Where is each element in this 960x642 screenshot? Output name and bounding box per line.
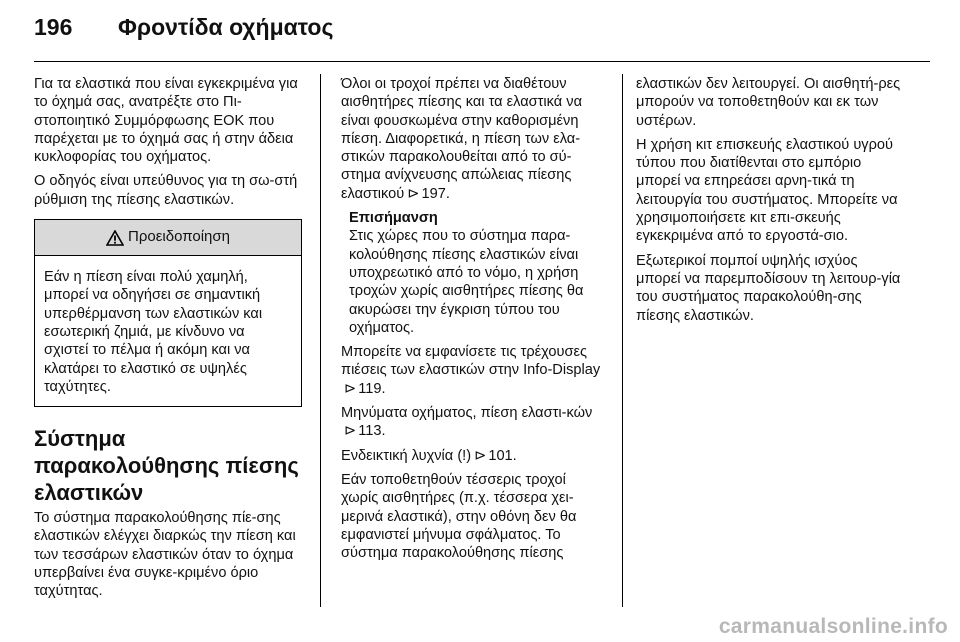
warning-title: Προειδοποίηση bbox=[128, 228, 230, 246]
page-reference[interactable]: 113. bbox=[358, 423, 386, 440]
paragraph-transmitters: Εξωτερικοί πομποί υψηλής ισχύος μπορεί να παρεμποδίσουν τη λειτουρ-γία του συστήματος παρακολούθη-σης πίεσης ελαστικών. bbox=[636, 252, 901, 324]
page-reference-arrow-icon: ⊳ bbox=[344, 423, 357, 440]
paragraph-system-description: Το σύστημα παρακολούθησης πίε-σης ελαστικών ελέγχει διαρκώς την πίεση και των τεσσάρων ελαστικών όταν το όχημα υπερβαίνει ένα συγκε-κριμένο όριο ταχύτητας. bbox=[34, 510, 296, 600]
note-text: Στις χώρες που το σύστημα παρα-κολούθησης πίεσης ελαστικών είναι υποχρεωτικό από το νόμο, η χρήση τροχών χωρίς αισθητήρες πίεσης θα ακυρώσει την έγκριση τύπου του οχήματος. bbox=[349, 228, 584, 336]
page-reference-arrow-icon: ⊳ bbox=[344, 380, 357, 397]
warning-box bbox=[34, 219, 302, 407]
page-reference[interactable]: 119. bbox=[358, 380, 386, 397]
paragraph-sensors-required: Όλοι οι τροχοί πρέπει να διαθέτουν αισθητήρες πίεσης και τα ελαστικά να είναι φουσκωμένα στην καθορισμένη πίεση. Διαφορετικά, η πίεση των ελα-στικών παρακολουθείται από το σύ-στημα ανίχνευσης απώλειας πίεσης ελαστικού ⊳ 197. bbox=[341, 76, 583, 202]
column-divider-1 bbox=[320, 74, 321, 607]
watermark: carmanualsonline.info bbox=[718, 615, 948, 638]
note-box bbox=[341, 209, 605, 337]
paragraph-indicator-light: Ενδεικτική λυχνία (!) ⊳ 101. bbox=[341, 447, 517, 464]
column-3 bbox=[636, 75, 902, 331]
column-divider-2 bbox=[622, 74, 623, 607]
page-reference-arrow-icon: ⊳ bbox=[407, 185, 420, 202]
note-title: Επισήμανση bbox=[349, 210, 438, 227]
warning-triangle-icon bbox=[106, 230, 124, 246]
page-header bbox=[34, 14, 333, 48]
paragraph-driver-responsibility: Ο οδηγός είναι υπεύθυνος για τη σω-στή ρύθμιση της πίεσης ελαστικών. bbox=[34, 173, 298, 208]
tire-pressure-warning-icon: (!) bbox=[457, 447, 472, 464]
paragraph-info-display: Μπορείτε να εμφανίσετε τις τρέχουσες πιέσεις των ελαστικών στην Info-Display⊳ 119. bbox=[341, 344, 601, 397]
paragraph-approved-tyres: Για τα ελαστικά που είναι εγκεκριμένα για το όχημά σας, ανατρέξτε στο Πι-στοποιητικό Συμμόρφωσης ΕΟΚ που παρέχεται με το όχημά σας ή στην άδεια κυκλοφορίας του οχήματος. bbox=[34, 76, 298, 166]
page-reference-arrow-icon: ⊳ bbox=[474, 447, 487, 464]
paragraph-no-sensors: Εάν τοποθετηθούν τέσσερις τροχοί χωρίς αισθητήρες (π.χ. τέσσερα χει-μερινά ελαστικά), στην οθόνη δεν θα εμφανιστεί μήνυμα σφάλματος. Το σύστημα παρακολούθησης πίεσης bbox=[341, 471, 577, 562]
column-2 bbox=[341, 75, 605, 568]
page-reference[interactable]: 197. bbox=[421, 185, 450, 202]
paragraph-repair-kit: Η χρήση κιτ επισκευής ελαστικού υγρού τύπου που διατίθενται στο εμπόριο μπορεί να επηρεάσει αρνη-τικά τη λειτουργία του συστήματος. Μπορείτε να χρησιμοποιήσετε κιτ επι-σκευής εγκεκριμένα από το εργοστά-σιο. bbox=[636, 136, 898, 245]
paragraph-sensors-retrofit: ελαστικών δεν λειτουργεί. Οι αισθητή-ρες μπορούν να τοποθετηθούν και εκ των υστέρων. bbox=[636, 76, 901, 129]
warning-header bbox=[35, 220, 301, 256]
page-reference[interactable]: 101. bbox=[488, 447, 517, 464]
page-title: Φροντίδα οχήματος bbox=[118, 14, 334, 40]
section-heading: Σύστημα παρακολούθησης πίεσης ελαστικών bbox=[34, 426, 299, 506]
header-rule bbox=[34, 61, 930, 62]
paragraph-vehicle-messages: Μηνύματα οχήματος, πίεση ελαστι-κών⊳ 113. bbox=[341, 405, 593, 440]
column-1 bbox=[34, 75, 306, 607]
warning-text: Εάν η πίεση είναι πολύ χαμηλή, μπορεί να οδηγήσει σε σημαντική υπερθέρμανση των ελαστικών και εσωτερική ζημιά, με κίνδυνο να σχιστεί το πέλμα ή ακόμη και να κλατάρει το ελαστικό σε υψηλές ταχύτητες. bbox=[44, 269, 263, 395]
page-number: 196 bbox=[34, 14, 73, 40]
